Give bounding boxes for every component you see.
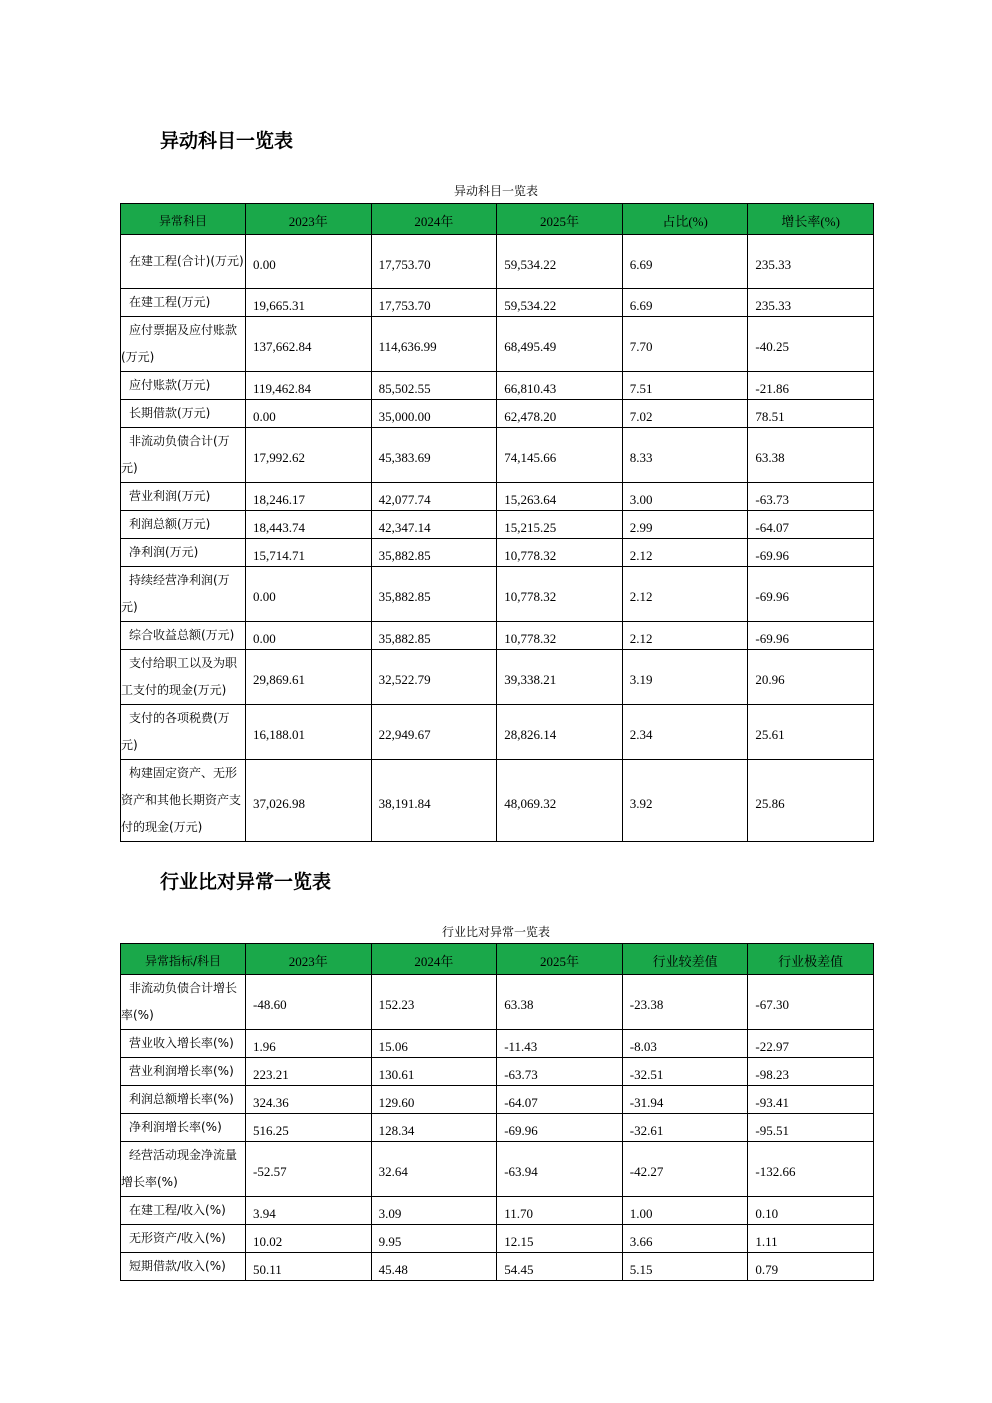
table-cell: 35,882.85 [371, 567, 497, 622]
table-row [121, 289, 874, 317]
table-cell: 2.12 [622, 567, 748, 622]
table-cell: 18,443.74 [246, 511, 372, 539]
table-cell: 128.34 [371, 1114, 497, 1142]
table-cell: -93.41 [748, 1086, 874, 1114]
table-cell: 3.19 [622, 650, 748, 705]
industry-comparison-table [120, 943, 874, 1281]
table-cell: 223.21 [246, 1058, 372, 1086]
table-row [121, 1197, 874, 1225]
table-row [121, 1086, 874, 1114]
section-title-anomaly-accounts: 异动科目一览表 [160, 130, 294, 152]
row-label: 持续经营净利润(万元) [121, 567, 246, 622]
table-cell: 59,534.22 [497, 235, 623, 289]
table-cell: 7.70 [622, 317, 748, 372]
table-cell: -23.38 [622, 975, 748, 1030]
table-cell: 39,338.21 [497, 650, 623, 705]
row-label: 综合收益总额(万元) [121, 622, 246, 650]
table-cell: -95.51 [748, 1114, 874, 1142]
table-row [121, 1114, 874, 1142]
row-label: 营业收入增长率(%) [121, 1030, 246, 1058]
table-row [121, 705, 874, 760]
column-header: 占比(%) [622, 204, 748, 235]
table-cell: -69.96 [748, 567, 874, 622]
table-cell: 11.70 [497, 1197, 623, 1225]
table-row [121, 622, 874, 650]
table-cell: -64.07 [748, 511, 874, 539]
table-cell: 59,534.22 [497, 289, 623, 317]
row-label: 支付给职工以及为职工支付的现金(万元) [121, 650, 246, 705]
table-cell: -42.27 [622, 1142, 748, 1197]
row-label: 短期借款/收入(%) [121, 1253, 246, 1281]
table-cell: 129.60 [371, 1086, 497, 1114]
table-cell: 28,826.14 [497, 705, 623, 760]
table-caption-anomaly-accounts: 异动科目一览表 [453, 184, 538, 198]
row-label: 应付票据及应付账款(万元) [121, 317, 246, 372]
table-cell: 0.00 [246, 622, 372, 650]
table-row [121, 372, 874, 400]
table-cell: 12.15 [497, 1225, 623, 1253]
table-row [121, 1142, 874, 1197]
table-cell: 42,347.14 [371, 511, 497, 539]
table-row [121, 511, 874, 539]
table-cell: 10.02 [246, 1225, 372, 1253]
row-label: 在建工程/收入(%) [121, 1197, 246, 1225]
table-cell: 17,753.70 [371, 289, 497, 317]
table-cell: 9.95 [371, 1225, 497, 1253]
table-cell: 3.66 [622, 1225, 748, 1253]
table-cell: 10,778.32 [497, 622, 623, 650]
column-header: 增长率(%) [748, 204, 874, 235]
table-cell: -67.30 [748, 975, 874, 1030]
column-header: 2024年 [371, 204, 497, 235]
table-row [121, 567, 874, 622]
table-cell: 35,882.85 [371, 622, 497, 650]
table-cell: 15,215.25 [497, 511, 623, 539]
table-cell: 3.09 [371, 1197, 497, 1225]
table-row [121, 1225, 874, 1253]
row-label: 净利润(万元) [121, 539, 246, 567]
table-cell: 35,000.00 [371, 400, 497, 428]
table-cell: 516.25 [246, 1114, 372, 1142]
column-header: 2023年 [246, 204, 372, 235]
table-cell: 45,383.69 [371, 428, 497, 483]
table-cell: 130.61 [371, 1058, 497, 1086]
table-header-row [121, 944, 874, 975]
table-cell: 0.79 [748, 1253, 874, 1281]
table-header-row [121, 204, 874, 235]
table-cell: -52.57 [246, 1142, 372, 1197]
table-row [121, 317, 874, 372]
table-cell: -69.96 [497, 1114, 623, 1142]
table-cell: 29,869.61 [246, 650, 372, 705]
column-header: 2025年 [497, 204, 623, 235]
table-cell: 3.94 [246, 1197, 372, 1225]
row-label: 非流动负债合计增长率(%) [121, 975, 246, 1030]
table-cell: 2.34 [622, 705, 748, 760]
table-cell: 3.00 [622, 483, 748, 511]
table-row [121, 650, 874, 705]
table-cell: -11.43 [497, 1030, 623, 1058]
table-cell: 25.86 [748, 760, 874, 842]
table-cell: 20.96 [748, 650, 874, 705]
row-label: 营业利润增长率(%) [121, 1058, 246, 1086]
table-cell: 3.92 [622, 760, 748, 842]
table-cell: 7.02 [622, 400, 748, 428]
table-row [121, 428, 874, 483]
anomaly-accounts-table [120, 203, 874, 842]
table-cell: 45.48 [371, 1253, 497, 1281]
table-cell: 235.33 [748, 289, 874, 317]
table-cell: 10,778.32 [497, 539, 623, 567]
row-label: 在建工程(万元) [121, 289, 246, 317]
table-cell: -98.23 [748, 1058, 874, 1086]
table-cell: 32,522.79 [371, 650, 497, 705]
table-cell: 15.06 [371, 1030, 497, 1058]
table-cell: 1.00 [622, 1197, 748, 1225]
table-cell: 63.38 [497, 975, 623, 1030]
table-cell: 68,495.49 [497, 317, 623, 372]
row-label: 构建固定资产、无形资产和其他长期资产支付的现金(万元) [121, 760, 246, 842]
column-header: 行业较差值 [622, 944, 748, 975]
section-title-industry-comparison: 行业比对异常一览表 [160, 871, 332, 893]
table-cell: 37,026.98 [246, 760, 372, 842]
table-row [121, 1030, 874, 1058]
table-row [121, 1253, 874, 1281]
table-cell: 2.99 [622, 511, 748, 539]
column-header: 2023年 [246, 944, 372, 975]
table-cell: 324.36 [246, 1086, 372, 1114]
table-cell: 6.69 [622, 289, 748, 317]
table-cell: 50.11 [246, 1253, 372, 1281]
table-cell: 35,882.85 [371, 539, 497, 567]
table-cell: 152.23 [371, 975, 497, 1030]
row-label: 利润总额增长率(%) [121, 1086, 246, 1114]
table-cell: 66,810.43 [497, 372, 623, 400]
table-cell: 10,778.32 [497, 567, 623, 622]
table-cell: 0.00 [246, 400, 372, 428]
table-cell: -69.96 [748, 539, 874, 567]
table-cell: -63.73 [497, 1058, 623, 1086]
table-cell: 7.51 [622, 372, 748, 400]
column-header: 2025年 [497, 944, 623, 975]
column-header: 2024年 [371, 944, 497, 975]
table-cell: -32.61 [622, 1114, 748, 1142]
table-cell: -64.07 [497, 1086, 623, 1114]
row-label: 无形资产/收入(%) [121, 1225, 246, 1253]
table-cell: 2.12 [622, 539, 748, 567]
table-cell: 85,502.55 [371, 372, 497, 400]
table-cell: -63.73 [748, 483, 874, 511]
table-cell: 6.69 [622, 235, 748, 289]
row-label: 营业利润(万元) [121, 483, 246, 511]
table-cell: 15,263.64 [497, 483, 623, 511]
table-cell: 25.61 [748, 705, 874, 760]
table-cell: 15,714.71 [246, 539, 372, 567]
table-cell: -22.97 [748, 1030, 874, 1058]
table-cell: 18,246.17 [246, 483, 372, 511]
table-cell: 0.10 [748, 1197, 874, 1225]
table-row [121, 975, 874, 1030]
table-cell: 2.12 [622, 622, 748, 650]
table-cell: 1.96 [246, 1030, 372, 1058]
table-cell: 17,753.70 [371, 235, 497, 289]
table-cell: 22,949.67 [371, 705, 497, 760]
table-row [121, 235, 874, 289]
row-label: 经营活动现金净流量增长率(%) [121, 1142, 246, 1197]
table-row [121, 539, 874, 567]
table-cell: -31.94 [622, 1086, 748, 1114]
row-label: 利润总额(万元) [121, 511, 246, 539]
table-cell: 54.45 [497, 1253, 623, 1281]
table-cell: 19,665.31 [246, 289, 372, 317]
table-cell: -8.03 [622, 1030, 748, 1058]
table-cell: -132.66 [748, 1142, 874, 1197]
table-cell: 74,145.66 [497, 428, 623, 483]
table-cell: 1.11 [748, 1225, 874, 1253]
table-row [121, 760, 874, 842]
table-cell: 16,188.01 [246, 705, 372, 760]
table-cell: -21.86 [748, 372, 874, 400]
table-cell: 17,992.62 [246, 428, 372, 483]
row-label: 在建工程(合计)(万元) [121, 235, 246, 289]
table-cell: 119,462.84 [246, 372, 372, 400]
row-label: 支付的各项税费(万元) [121, 705, 246, 760]
table-cell: 5.15 [622, 1253, 748, 1281]
table-caption-industry-comparison: 行业比对异常一览表 [441, 925, 550, 939]
table-cell: 32.64 [371, 1142, 497, 1197]
table-cell: 8.33 [622, 428, 748, 483]
row-label: 应付账款(万元) [121, 372, 246, 400]
column-header: 异常科目 [121, 204, 246, 235]
row-label: 非流动负债合计(万元) [121, 428, 246, 483]
table-cell: 137,662.84 [246, 317, 372, 372]
table-row [121, 483, 874, 511]
table-cell: 114,636.99 [371, 317, 497, 372]
table-cell: -40.25 [748, 317, 874, 372]
table-cell: 0.00 [246, 235, 372, 289]
table-row [121, 400, 874, 428]
column-header: 异常指标/科目 [121, 944, 246, 975]
table-cell: 235.33 [748, 235, 874, 289]
table-cell: -63.94 [497, 1142, 623, 1197]
table-cell: 78.51 [748, 400, 874, 428]
table-cell: 63.38 [748, 428, 874, 483]
table-cell: 0.00 [246, 567, 372, 622]
table-row [121, 1058, 874, 1086]
table-cell: -32.51 [622, 1058, 748, 1086]
table-cell: 62,478.20 [497, 400, 623, 428]
row-label: 净利润增长率(%) [121, 1114, 246, 1142]
table-cell: -69.96 [748, 622, 874, 650]
table-cell: 48,069.32 [497, 760, 623, 842]
table-cell: -48.60 [246, 975, 372, 1030]
row-label: 长期借款(万元) [121, 400, 246, 428]
column-header: 行业极差值 [748, 944, 874, 975]
table-cell: 42,077.74 [371, 483, 497, 511]
table-cell: 38,191.84 [371, 760, 497, 842]
